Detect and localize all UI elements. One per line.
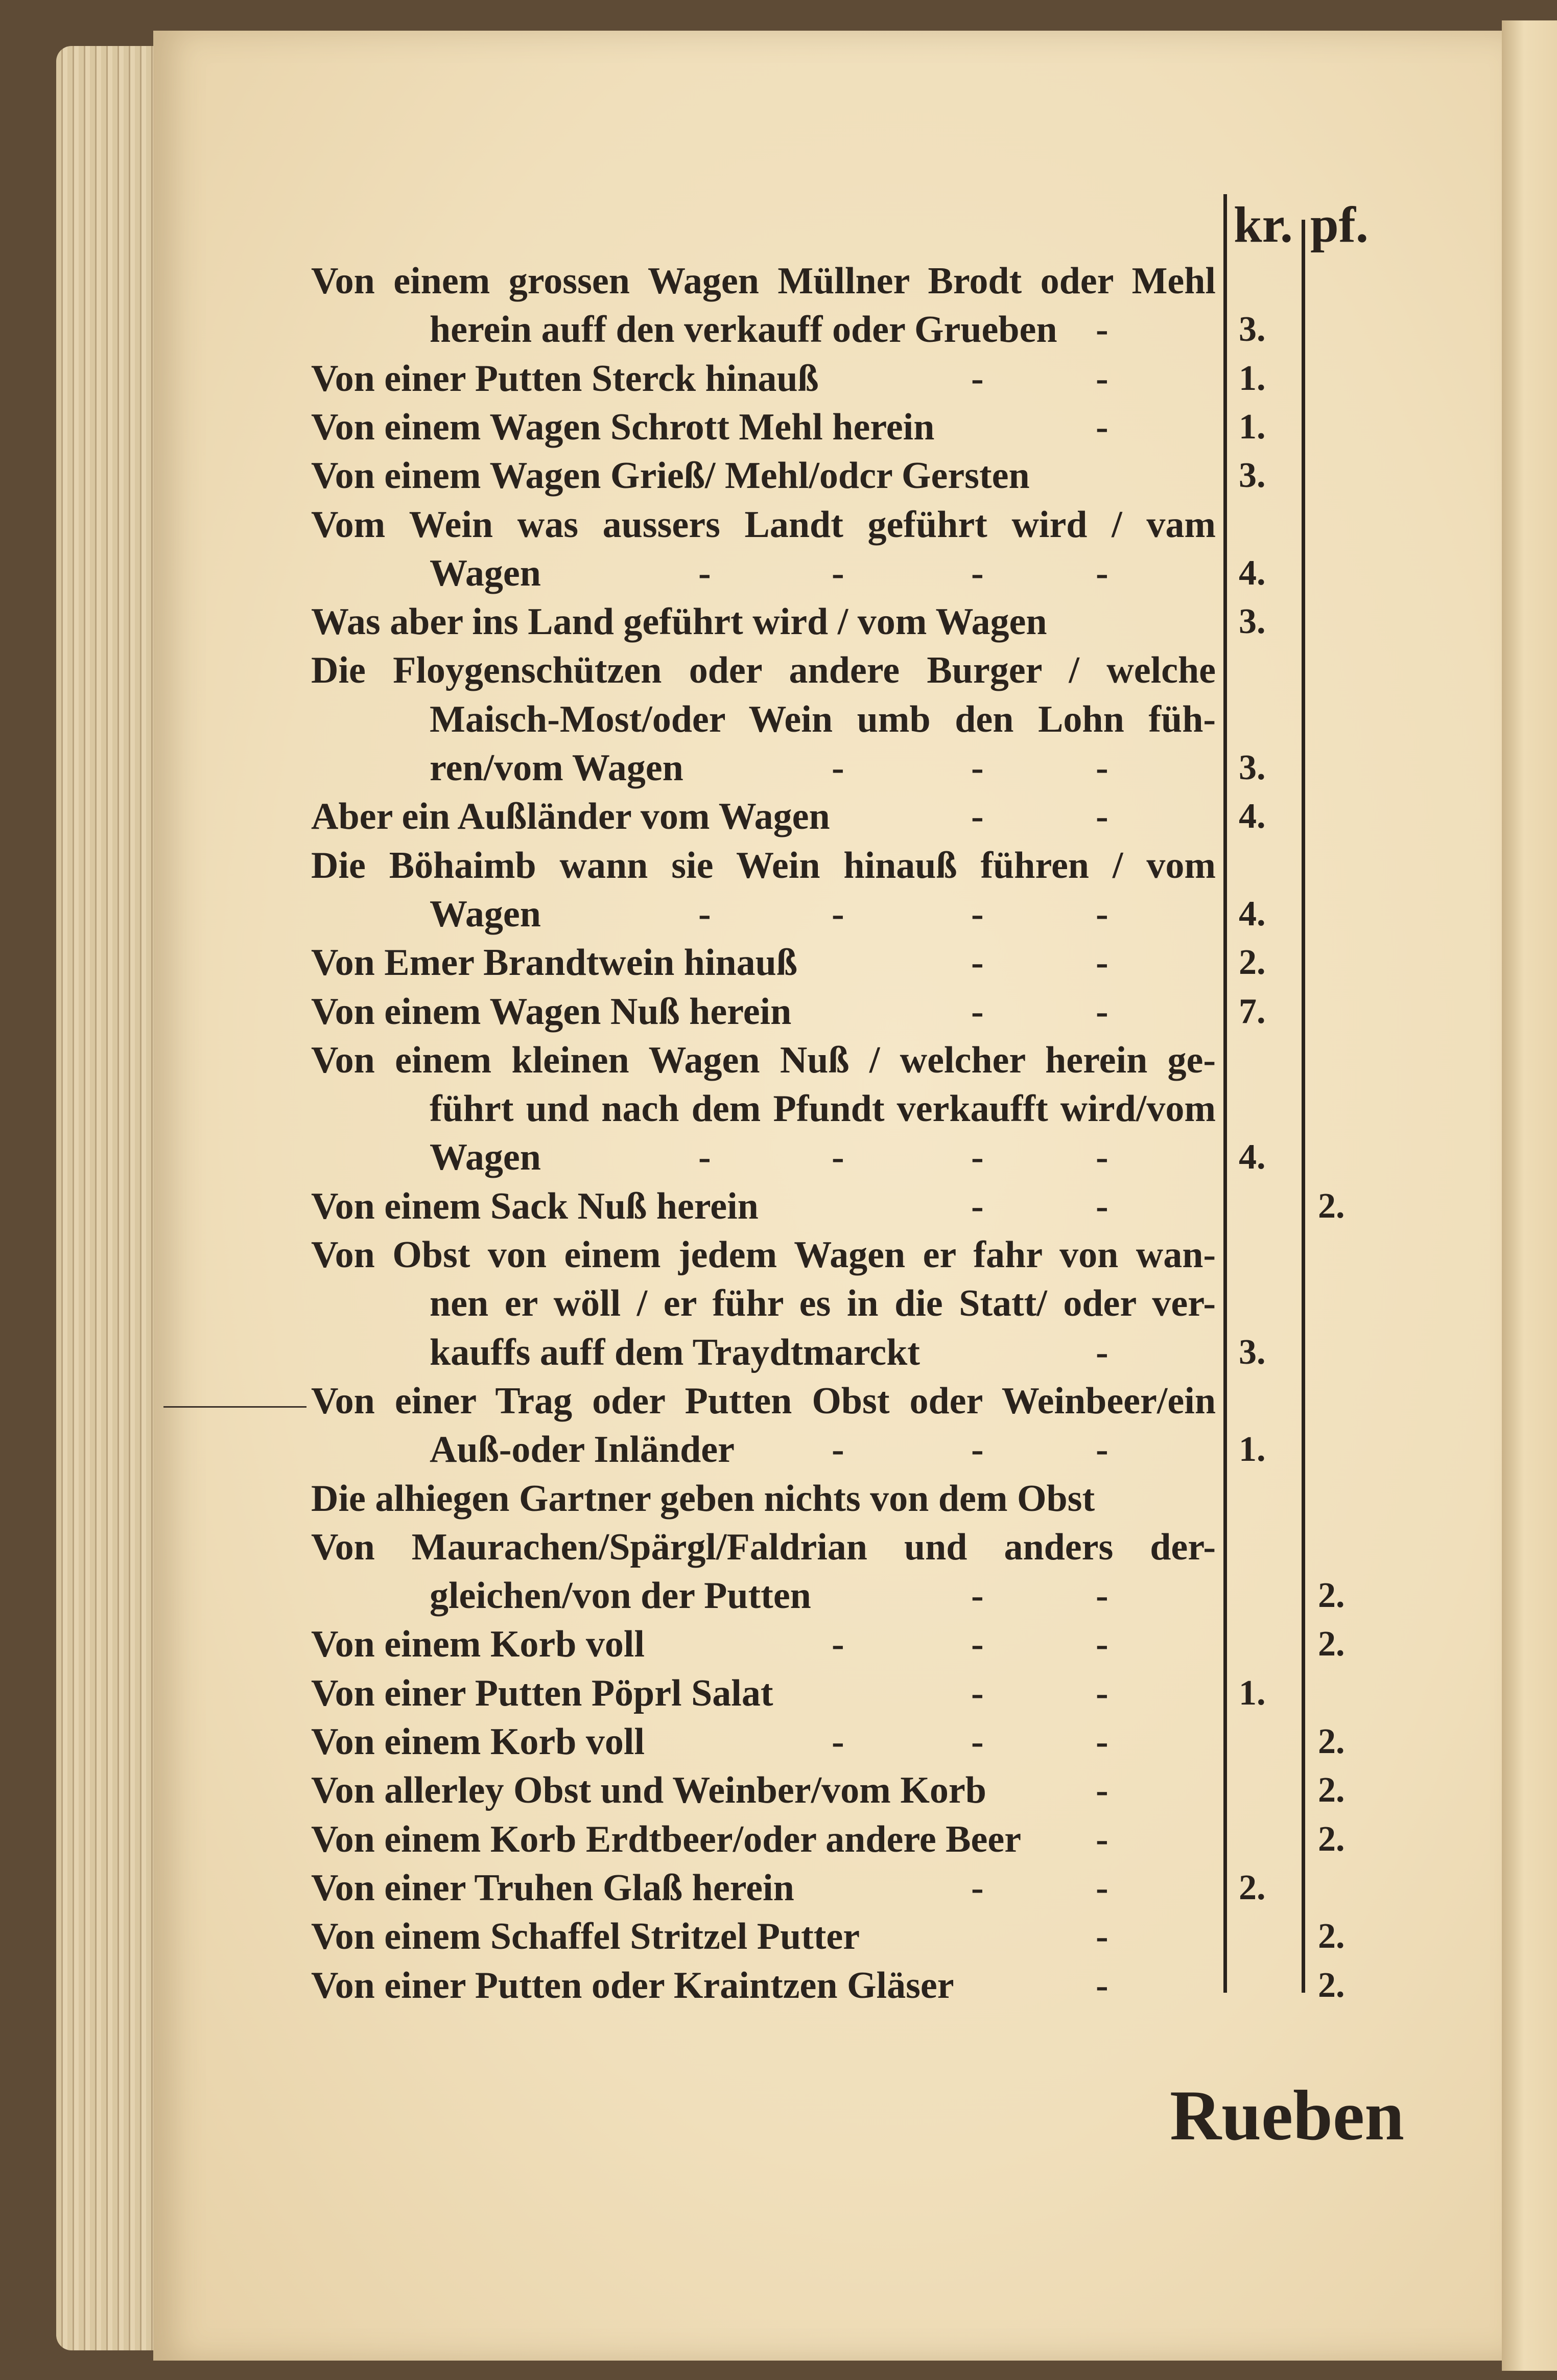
tariff-line: Von Emer Brandtwein hinauß	[311, 942, 797, 984]
tariff-line: Von einem Korb Erdtbeer/oder andere Beer	[311, 1818, 1022, 1860]
leader-dash: -	[971, 552, 984, 594]
leader-dash: -	[698, 893, 711, 935]
leader-dash: -	[1096, 1623, 1108, 1666]
column-header-pfennig: pf.	[1310, 196, 1369, 253]
pfennig-value: 2.	[1318, 1722, 1345, 1761]
pfennig-value: 2.	[1318, 1917, 1345, 1956]
kreuzer-value: 3.	[1239, 748, 1266, 787]
tariff-line: Von einem Wagen Grieß/ Mehl/odcr Gersten	[311, 455, 1030, 497]
leader-dash: -	[698, 552, 711, 594]
pfennig-value: 2.	[1318, 1819, 1345, 1859]
tariff-line: Von einer Trag oder Putten Obst oder Weinbeer/ein	[311, 1380, 1216, 1422]
tariff-line: Von einem Sack Nuß herein	[311, 1185, 759, 1227]
leader-dash: -	[832, 1721, 844, 1763]
leader-dash: -	[698, 1136, 711, 1179]
leader-dash: -	[971, 1185, 984, 1227]
catchword: Rueben	[1170, 2076, 1404, 2155]
leader-dash: -	[1096, 747, 1108, 789]
tariff-line: Die alhiegen Gartner geben nichts von dem Obst	[311, 1477, 1095, 1520]
leader-dash: -	[1096, 1331, 1108, 1373]
kreuzer-value: 4.	[1239, 894, 1266, 934]
tariff-line: Auß-oder Inländer	[430, 1429, 735, 1471]
tariff-line: Von einer Putten oder Kraintzen Gläser	[311, 1964, 954, 2006]
leader-dash: -	[1096, 1429, 1108, 1471]
kreuzer-value: 7.	[1239, 991, 1266, 1031]
tariff-line: Von einem Korb voll	[311, 1721, 645, 1763]
pf-column-rule	[1302, 220, 1305, 1993]
leader-dash: -	[1096, 1185, 1108, 1227]
leader-dash: -	[1096, 1916, 1108, 1958]
tariff-line: Was aber ins Land geführt wird / vom Wagen	[311, 601, 1047, 643]
leader-dash: -	[971, 747, 984, 789]
leader-dash: -	[1096, 796, 1108, 838]
tariff-line: nen er wöll / er führ es in die Statt/ oder ver-	[430, 1282, 1216, 1325]
kreuzer-value: 3.	[1239, 602, 1266, 642]
tariff-line: Von einer Putten Sterck hinauß	[311, 357, 819, 400]
kr-column-rule	[1223, 194, 1227, 1993]
leader-dash: -	[1096, 357, 1108, 400]
tariff-line: Die Böhaimb wann sie Wein hinauß führen / vom	[311, 844, 1216, 886]
tariff-line: Aber ein Außländer vom Wagen	[311, 796, 830, 838]
leader-dash: -	[1096, 1721, 1108, 1763]
tariff-line: Von einer Truhen Glaß herein	[311, 1866, 794, 1909]
leader-dash: -	[1096, 406, 1108, 448]
kreuzer-value: 3.	[1239, 456, 1266, 496]
tariff-line: Vom Wein was aussers Landt geführt wird / vam	[311, 503, 1216, 546]
leader-dash: -	[1096, 1136, 1108, 1179]
tariff-line: gleichen/von der Putten	[430, 1575, 811, 1617]
kreuzer-value: 4.	[1239, 797, 1266, 836]
leader-dash: -	[971, 796, 984, 838]
tariff-line: Von einem Korb voll	[311, 1623, 645, 1666]
tariff-line: Von einem Wagen Nuß herein	[311, 990, 792, 1033]
leader-dash: -	[832, 747, 844, 789]
leader-dash: -	[1096, 1672, 1108, 1714]
tariff-line: Von Maurachen/Spärgl/Faldrian und anders der-	[311, 1526, 1216, 1568]
leader-dash: -	[971, 1672, 984, 1714]
kreuzer-value: 4.	[1239, 1137, 1266, 1177]
tariff-line: Von Obst von einem jedem Wagen er fahr von wan-	[311, 1234, 1216, 1276]
tariff-line: Von einer Putten Pöprl Salat	[311, 1672, 773, 1714]
kreuzer-value: 4.	[1239, 553, 1266, 593]
leader-dash: -	[1096, 309, 1108, 351]
tariff-line: Wagen	[430, 1136, 541, 1179]
leader-dash: -	[971, 357, 984, 400]
column-header-kreuzer: kr.	[1234, 196, 1293, 253]
tariff-line: herein auff den verkauff oder Grueben	[430, 309, 1057, 351]
leader-dash: -	[832, 1136, 844, 1179]
tariff-line: Von einem Wagen Schrott Mehl herein	[311, 406, 935, 448]
tariff-line: kauffs auff dem Traydtmarckt	[430, 1331, 920, 1373]
leader-dash: -	[1096, 893, 1108, 935]
tariff-line: Von einem kleinen Wagen Nuß / welcher herein ge-	[311, 1039, 1216, 1081]
kreuzer-value: 3.	[1239, 310, 1266, 349]
leader-dash: -	[832, 552, 844, 594]
tariff-line: Maisch-Most/oder Wein umb den Lohn füh-	[430, 698, 1216, 740]
leader-dash: -	[971, 1429, 984, 1471]
tariff-line: Die Floygenschützen oder andere Burger / welche	[311, 649, 1216, 692]
kreuzer-value: 1.	[1239, 407, 1266, 447]
pfennig-value: 2.	[1318, 1770, 1345, 1810]
kreuzer-value: 1.	[1239, 358, 1266, 398]
leader-dash: -	[1096, 552, 1108, 594]
leader-dash: -	[971, 1866, 984, 1909]
tariff-line: Wagen	[430, 893, 541, 935]
kreuzer-value: 2.	[1239, 1868, 1266, 1907]
leader-dash: -	[1096, 1818, 1108, 1860]
pfennig-value: 2.	[1318, 1965, 1345, 2005]
kreuzer-value: 1.	[1239, 1673, 1266, 1713]
leader-dash: -	[1096, 1866, 1108, 1909]
leader-dash: -	[1096, 990, 1108, 1033]
leader-dash: -	[832, 1623, 844, 1666]
facing-page-edge	[1502, 20, 1557, 2371]
tariff-line: ren/vom Wagen	[430, 747, 683, 789]
leader-dash: -	[1096, 1575, 1108, 1617]
leader-dash: -	[1096, 1769, 1108, 1812]
leader-dash: -	[832, 893, 844, 935]
leader-dash: -	[971, 1575, 984, 1617]
kreuzer-value: 3.	[1239, 1332, 1266, 1372]
tariff-line: Von einem Schaffel Stritzel Putter	[311, 1916, 860, 1958]
leader-dash: -	[971, 1136, 984, 1179]
leader-dash: -	[1096, 1964, 1108, 2006]
tariff-line: Von einem grossen Wagen Müllner Brodt oder Mehl	[311, 260, 1216, 302]
tariff-line: Wagen	[430, 552, 541, 594]
leader-dash: -	[971, 1623, 984, 1666]
pfennig-value: 2.	[1318, 1624, 1345, 1664]
tariff-line: Von allerley Obst und Weinber/vom Korb	[311, 1769, 986, 1812]
pfennig-value: 2.	[1318, 1186, 1345, 1226]
kreuzer-value: 2.	[1239, 943, 1266, 983]
leader-dash: -	[971, 942, 984, 984]
pfennig-value: 2.	[1318, 1576, 1345, 1616]
kreuzer-value: 1.	[1239, 1430, 1266, 1469]
leader-dash: -	[1096, 942, 1108, 984]
leader-dash: -	[971, 1721, 984, 1763]
tariff-line: führt und nach dem Pfundt verkaufft wird/vom	[430, 1088, 1216, 1130]
leader-dash: -	[971, 893, 984, 935]
leader-dash: -	[832, 1429, 844, 1471]
margin-pen-mark	[163, 1406, 306, 1408]
leader-dash: -	[971, 990, 984, 1033]
